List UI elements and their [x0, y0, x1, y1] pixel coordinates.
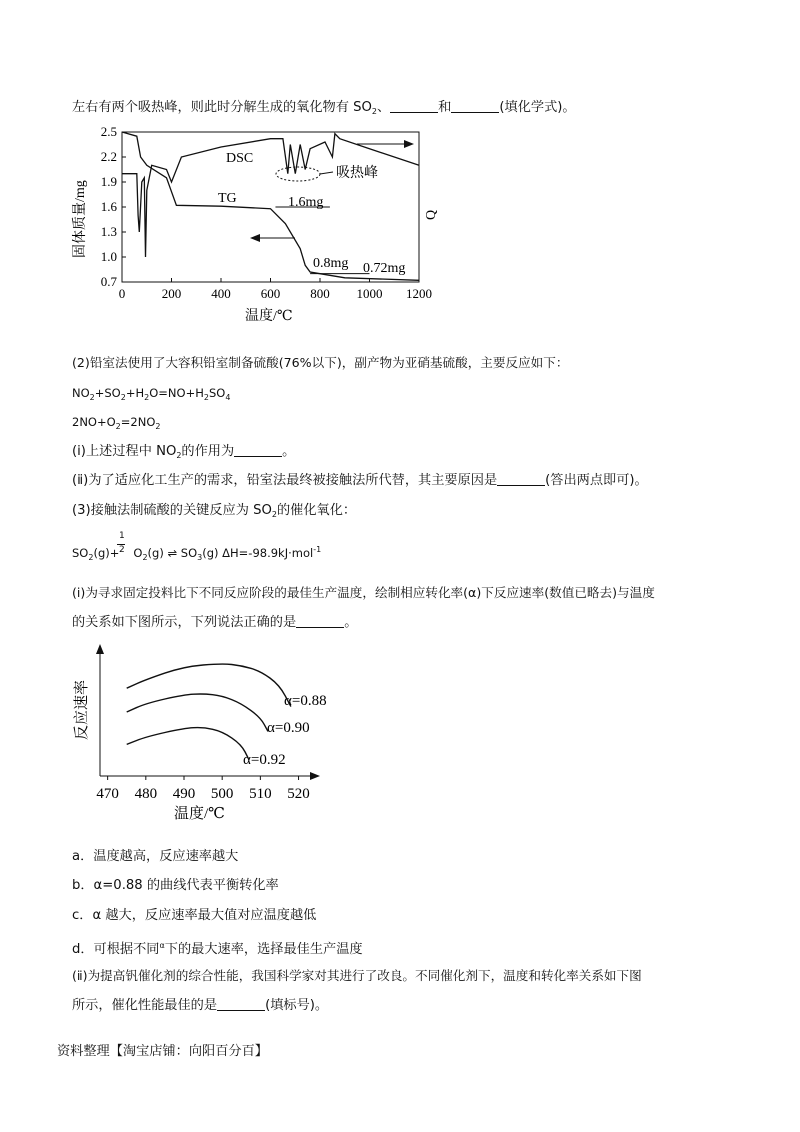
answer-blank[interactable]	[296, 617, 344, 628]
part3-question-1-line1: (ⅰ)为寻求固定投料比下不同反应阶段的最佳生产温度，绘制相应转化率(α)下反应速率(数值已略去)与温度	[72, 585, 655, 600]
tg-series-tg	[122, 132, 419, 280]
option-c: c．α 越大，反应速率最大值对应温度越低	[72, 908, 317, 923]
tg-xlabel: 温度/℃	[245, 309, 293, 324]
part3-question-2-line1: (ⅱ)为提高钒催化剂的综合性能，我国科学家对其进行了改良。不同催化剂下，温度和转化率关系如下图	[72, 968, 642, 983]
endothermic-peak-label: 吸热峰	[336, 166, 378, 181]
answer-blank[interactable]	[451, 102, 499, 113]
option-b: b．α=0.88 的曲线代表平衡转化率	[72, 878, 279, 893]
tg-ylabel: 固体质量/mg	[73, 180, 88, 258]
intro-line: 左右有两个吸热峰，则此时分解生成的氧化物有 $SO_2$、 和 (填化学式)。	[72, 100, 576, 116]
tg-frame	[122, 132, 419, 282]
tg-label: TG	[218, 191, 237, 206]
tg-ytick-label: 1.9	[100, 174, 117, 189]
tg-series	[122, 132, 419, 280]
tg-xtick-label: 200	[161, 286, 182, 301]
peak-pointer	[320, 172, 333, 174]
tg-xtick-label: 1200	[406, 286, 432, 301]
part2-heading: (2)铅室法使用了大容积铅室制备硫酸(76%以下)，副产物为亚硝基硫酸，主要反应如下：	[72, 355, 569, 370]
tg-xtick-label: 800	[310, 286, 330, 301]
answer-blank[interactable]	[217, 1000, 265, 1011]
part2-question-1: (ⅰ)上述过程中 $NO_2$的作用为 。	[72, 444, 296, 460]
rate-xlabel: 温度/℃	[174, 806, 225, 822]
rate-x-arrow	[310, 772, 320, 780]
part3-heading: (3)接触法制硫酸的关键反应为 $SO_2$的催化氧化：	[72, 503, 357, 519]
tg-ytick-label: 0.7	[100, 274, 117, 289]
arrow-right-head	[404, 140, 414, 148]
tg-ytick-label: 2.2	[100, 149, 117, 164]
answer-blank[interactable]	[390, 102, 438, 113]
tg-right-label: Q	[424, 209, 439, 220]
tg-dsc-chart	[60, 120, 460, 330]
part3-question-1-line2: 的关系如下图所示，下列说法正确的是 。	[72, 615, 358, 630]
tg-xtick-label: 600	[260, 286, 281, 301]
part2-question-2: (ⅱ)为了适应化工生产的需求，铅室法最终被接触法所代替，其主要原因是 (答出两点即可)。	[72, 473, 648, 488]
rate-curve-2	[127, 728, 249, 760]
rate-ylabel: 反应速率	[74, 679, 90, 740]
alpha-088-label: α=0.88	[284, 693, 327, 709]
part3-question-2-line2: 所示，催化性能最佳的是 (填标号)。	[72, 998, 329, 1013]
mass-label-0-72: 0.72mg	[363, 261, 406, 276]
tg-axes	[122, 132, 419, 282]
tg-series-dsc	[122, 134, 419, 257]
fraction-numerator: 1	[119, 531, 125, 541]
tg-ytick-label: 1.6	[100, 199, 117, 214]
equation-3: $SO_2(g)+ O_2(g)$ ⇌ $SO_3(g)$ ΔH=-98.9kJ·mol$^{-1}$	[72, 545, 322, 562]
alpha-090-label: α=0.90	[267, 720, 310, 736]
answer-blank[interactable]	[497, 475, 545, 486]
option-a: a．温度越高，反应速率越大	[72, 849, 239, 864]
rate-curve-0	[127, 664, 291, 707]
rate-series	[127, 664, 291, 759]
rate-curve-1	[127, 694, 268, 731]
tg-ytick-label: 1.3	[100, 224, 117, 239]
rate-chart	[70, 640, 350, 830]
peak-ellipse	[276, 167, 320, 181]
mass-label-1-6: 1.6mg	[288, 195, 324, 210]
tg-ytick-label: 1.0	[100, 249, 117, 264]
rate-xtick-label: 490	[172, 786, 196, 802]
equation-1: $NO_2+SO_2+H_2O=NO+H_2SO_4$	[72, 386, 231, 402]
rate-xtick-label: 480	[134, 786, 158, 802]
rate-xtick-label: 510	[249, 786, 272, 802]
tg-xtick-label: 0	[118, 286, 126, 301]
mass-label-0-8: 0.8mg	[313, 256, 349, 271]
answer-blank[interactable]	[234, 446, 282, 457]
rate-ticks	[96, 776, 309, 802]
fraction-denominator: 2	[119, 545, 125, 555]
footer: 资料整理【淘宝店铺：向阳百分百】	[57, 1044, 268, 1059]
tg-ytick-label: 2.5	[100, 124, 117, 139]
tg-xtick-label: 1000	[356, 286, 383, 301]
tg-xtick-label: 400	[211, 286, 231, 301]
option-d: d．可根据不同$^\alpha$下的最大速率，选择最佳生产温度	[72, 941, 363, 957]
alpha-092-label: α=0.92	[243, 752, 286, 768]
arrow-left-head	[250, 234, 260, 242]
rate-xtick-label: 520	[287, 786, 310, 802]
rate-y-arrow	[96, 644, 104, 654]
rate-xtick-label: 470	[96, 786, 119, 802]
equation-2: $2NO+O_2=2NO_2$	[72, 415, 161, 431]
dsc-label: DSC	[226, 151, 254, 166]
rate-xtick-label: 500	[210, 786, 234, 802]
